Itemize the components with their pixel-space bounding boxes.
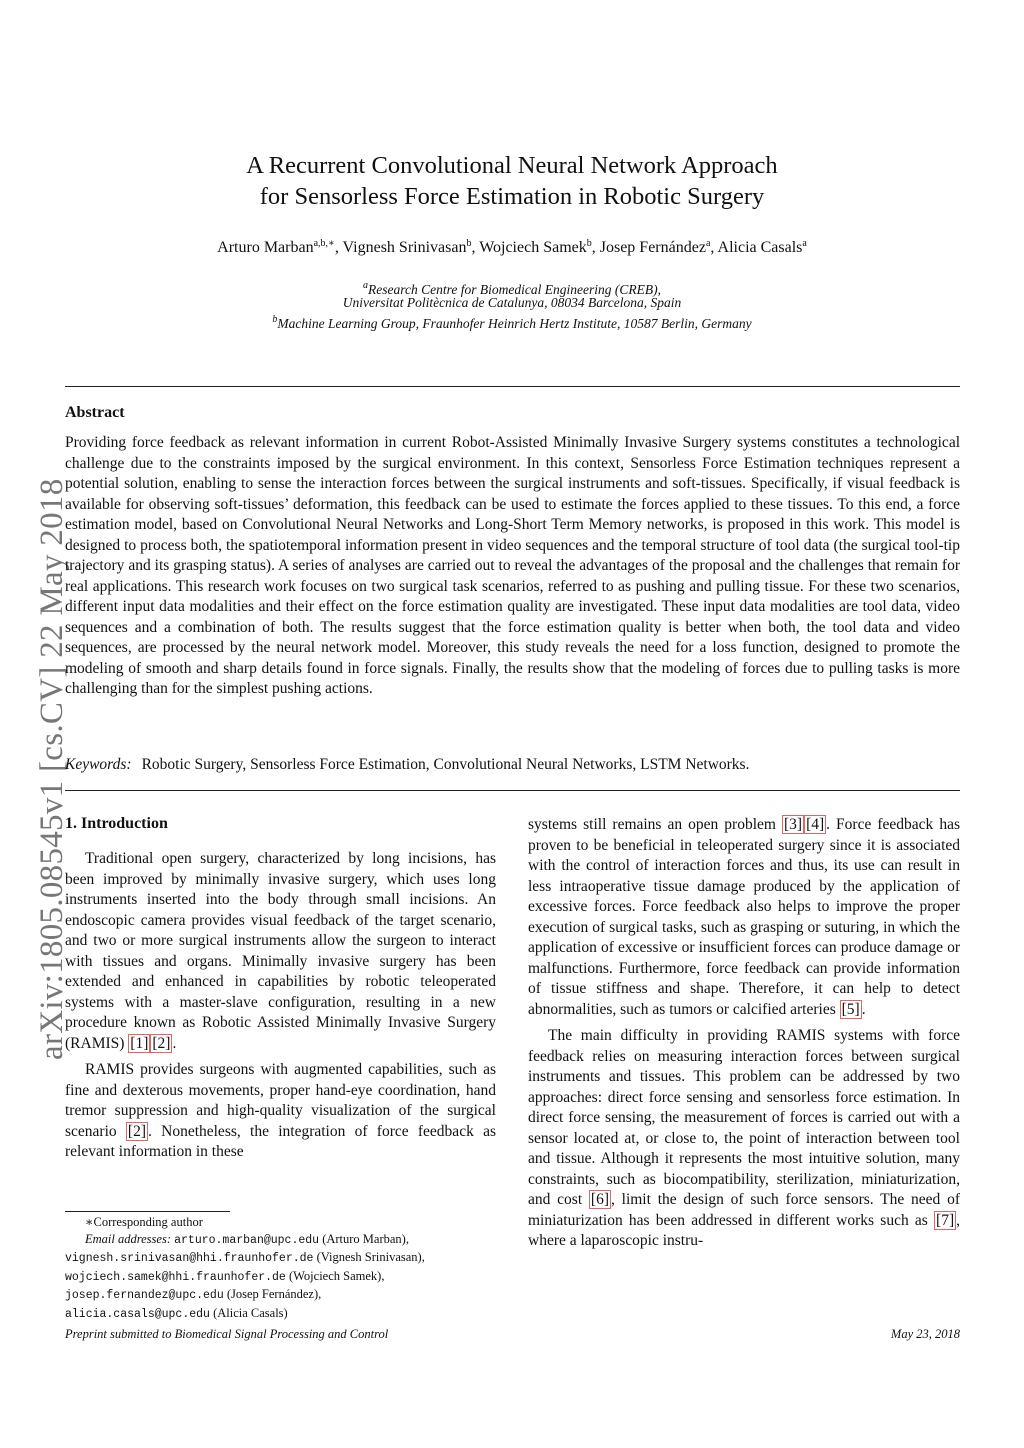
email-link[interactable]: josep.fernandez@upc.edu <box>65 1289 224 1302</box>
paragraph-text: , where a laparoscopic instru- <box>528 1211 960 1249</box>
corresponding-author-note: ∗Corresponding author <box>85 1215 203 1229</box>
citation-link[interactable]: [4] <box>806 816 825 833</box>
affiliation-mark: a <box>363 280 369 291</box>
email-line <box>65 1286 496 1305</box>
author-separator: , <box>334 239 343 256</box>
author-name: Alicia Casals <box>717 239 803 256</box>
citation-link[interactable]: [2] <box>127 1122 146 1140</box>
affiliation-text: Machine Learning Group, Fraunhofer Heinrich Hertz Institute, 10587 Berlin, Germany <box>277 316 752 331</box>
footer-preprint-note: Preprint submitted to Biomedical Signal Processing and Control <box>65 1327 389 1341</box>
email-label: Email addresses: <box>85 1231 171 1246</box>
email-line <box>65 1305 496 1324</box>
intro-paragraph-1 <box>65 849 496 1054</box>
abstract-heading: Abstract <box>65 404 125 421</box>
paragraph-text: RAMIS provides surgeons with augmented capabilities, such as fine and dexterous movements, proper hand-eye coordination, hand tremor suppression and high-quality visualization of the surgical scenario <box>65 1061 496 1140</box>
affiliation-text: Research Centre for Biomedical Engineering (CREB), <box>368 282 661 297</box>
author-affil-mark: b <box>466 238 472 249</box>
citation-link[interactable]: [2] <box>152 1034 171 1052</box>
right-column <box>528 815 960 1252</box>
email-link[interactable]: alicia.casals@upc.edu <box>65 1307 210 1321</box>
email-line <box>65 1249 496 1268</box>
affiliation-b <box>100 311 924 332</box>
abstract-text: Providing force feedback as relevant information in current Robot-Assisted Minimally Invasive Surgery systems constitutes a technological challenge due to the constraints imposed by the surgical environment. In this context, Sensorless Force Estimation techniques represent a potential solution, enabling to sense the interaction forces between the surgical instruments and soft-tissues. Specifically, if visual feedback is available for observing soft-tissues’ deformation, this feedback can be used to estimate the forces applied to these tissues. To this end, a force estimation model, based on Convolutional Neural Networks and Long-Short Term Memory networks, is proposed in this work. This model is designed to process both, the spatiotemporal information present in video sequences and the temporal structure of tool data (the surgical tool-tip trajectory and its grasping status). A series of analyses are carried out to reveal the advantages of the proposal and the challenges that remain for real applications. This research work focuses on two surgical task scenarios, referred to as pushing and pulling tissue. For these two scenarios, different input data modalities and their effect on the force estimation quality are investigated. These input data modalities are tool data, video sequences and a combination of both. The results suggest that the force estimation quality is better when both, the tool data and video sequences, are processed by the neural network model. Moreover, this study reveals the need for a loss function, designed to promote the modeling of smooth and sharp details found in force signals. Finally, the results show that the modeling of forces due to pulling tasks is more challenging than for the simplest pushing actions. <box>65 434 960 697</box>
author-affil-mark: a <box>705 238 711 249</box>
intro-paragraph-3 <box>528 815 960 1020</box>
section-heading-introduction: 1. Introduction <box>65 815 168 832</box>
paragraph-text: Traditional open surgery, characterized by long incisions, has been improved by minimally invasive surgery, which uses long instruments inserted into the body through small incisions. An endoscopic camera provides visual feedback of the target scenario, and two or more surgical instruments allow the surgeon to interact with tissues and organs. Minimally invasive surgery has been extended and enhanced in capabilities by robotic teleoperated systems with a master-slave configuration, resulting in a new procedure known as Robotic Assisted Minimally Invasive Surgery (RAMIS) <box>65 850 496 1052</box>
bottom-divider <box>65 790 960 791</box>
email-owner: (Josep Fernández), <box>223 1287 322 1301</box>
author-affil-mark: a,b,∗ <box>313 238 335 249</box>
email-line <box>65 1231 496 1250</box>
author-separator: , <box>591 239 600 256</box>
paper-title-line-1: A Recurrent Convolutional Neural Network Approach <box>246 152 778 179</box>
footnote-divider <box>65 1211 230 1212</box>
affiliation-mark: b <box>272 314 278 325</box>
email-line <box>65 1268 496 1287</box>
citation-link[interactable]: [1] <box>130 1034 149 1052</box>
left-column <box>65 849 496 1163</box>
author-separator: , <box>710 239 718 256</box>
paragraph-text: , limit the design of such force sensors. The need of miniaturization has been addressed in different works such as <box>528 1191 960 1229</box>
author-name: Josep Fernández <box>599 239 706 256</box>
keywords <box>65 756 960 774</box>
author-name: Vignesh Srinivasan <box>342 239 467 256</box>
citation-link[interactable]: [6] <box>590 1191 609 1208</box>
author-list <box>100 238 924 257</box>
citation-link[interactable]: [3] <box>784 816 803 833</box>
paragraph-text: . Nonetheless, the integration of force feedback as relevant information in these <box>65 1122 496 1160</box>
intro-paragraph-4 <box>528 1026 960 1252</box>
keywords-label: Keywords: <box>65 756 132 773</box>
email-owner: (Wojciech Samek), <box>285 1268 385 1283</box>
paragraph-text: . <box>172 1034 177 1052</box>
paragraph-text: The main difficulty in providing RAMIS systems with force feedback relies on measuring interaction forces between surgical instruments and tissues. This problem can be addressed by two approaches: direct force sensing and sensorless force estimation. In direct force sensing, the measurement of forces is carried out with a sensor located at, or close to, the point of interaction between tool and tissue. Although it represents the most intuitive solution, many constraints, such as biocompatibility, sterilization, miniaturization, and cost <box>528 1027 960 1208</box>
citation-link[interactable]: [7] <box>936 1211 955 1229</box>
affiliation-a-line-2: Universitat Politècnica de Catalunya, 08034 Barcelona, Spain <box>342 295 682 310</box>
paragraph-text: systems still remains an open problem <box>528 816 782 833</box>
footer-date: May 23, 2018 <box>890 1327 960 1341</box>
author-name: Wojciech Samek <box>479 239 587 256</box>
email-owner: (Alicia Casals) <box>209 1305 288 1320</box>
paper-title-line-2: for Sensorless Force Estimation in Robotic Surgery <box>259 183 765 210</box>
email-link[interactable]: wojciech.samek@hhi.fraunhofer.de <box>65 1270 286 1284</box>
top-divider <box>65 386 960 387</box>
author-affil-mark: b <box>586 238 592 249</box>
intro-paragraph-2 <box>65 1060 496 1163</box>
email-link[interactable]: vignesh.srinivasan@hhi.fraunhofer.de <box>65 1252 314 1265</box>
paragraph-text: . Force feedback has proven to be beneficial in teleoperated surgery since it is associated with the control of interaction forces and thus, its use can result in less intraoperative tissue damage produced by the application of excessive forces. Force feedback also helps to improve the proper execution of surgical tasks, such as grasping or suturing, in which the application of excessive or insufficient forces can produce damage or malfunctions. Furthermore, force feedback can provide information of tissue stiffness and shape. Therefore, it can help to detect abnormalities, such as tumors or calcified arteries <box>528 816 960 1018</box>
author-separator: , <box>471 239 480 256</box>
author-name: Arturo Marban <box>217 239 314 256</box>
email-link[interactable]: arturo.marban@upc.edu <box>174 1233 320 1247</box>
paragraph-text: . <box>861 1000 866 1018</box>
citation-link[interactable]: [5] <box>841 1000 860 1018</box>
footnotes <box>65 1214 496 1323</box>
arxiv-side-stamp: arXiv:1805.08545v1 [cs.CV] 22 May 2018 <box>34 478 70 1060</box>
email-owner: (Vignesh Srinivasan), <box>313 1250 425 1264</box>
author-affil-mark: a <box>802 238 807 249</box>
keywords-text: Robotic Surgery, Sensorless Force Estimation, Convolutional Neural Networks, LSTM Networks. <box>141 756 750 773</box>
email-owner: (Arturo Marban), <box>319 1231 409 1246</box>
